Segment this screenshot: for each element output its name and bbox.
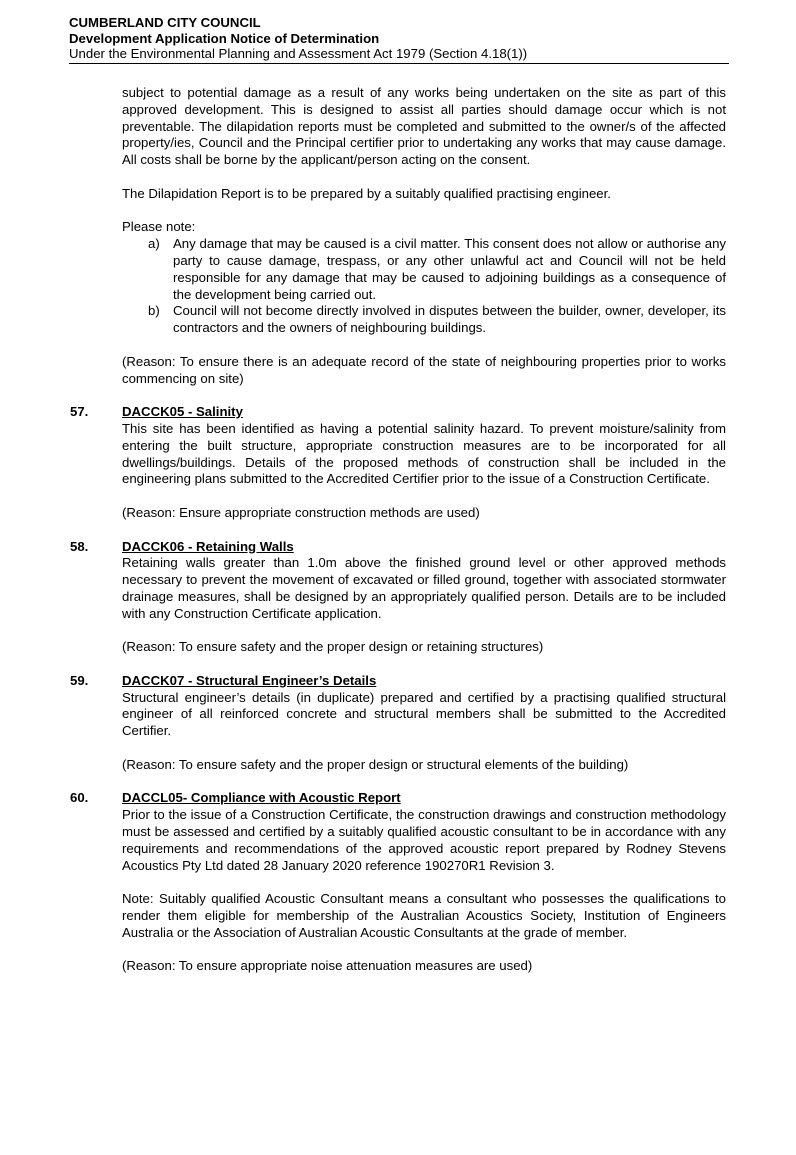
list-item-text: Council will not become directly involved in disputes between the builder, owner, developer, its contractors and the owners of neighbouring buildings. [173,303,726,336]
document-body [70,85,726,975]
page-header [69,15,729,62]
condition-number: 59. [70,672,89,688]
notes-list [122,236,726,337]
condition-title: DACCK06 - Retaining Walls [122,538,294,554]
list-marker: a) [148,236,160,252]
list-item [122,236,726,303]
condition-number: 57. [70,404,89,420]
intro-reason: (Reason: To ensure there is an adequate record of the state of neighbouring properties prior to works commencing on site) [122,353,726,386]
document-subtitle: Under the Environmental Planning and Assessment Act 1979 (Section 4.18(1)) [69,46,528,61]
condition-60 [70,790,726,975]
condition-title: DACCK05 - Salinity [122,404,243,420]
condition-text: Prior to the issue of a Construction Certificate, the construction drawings and construction methodology must be assessed and certified by a suitably qualified acoustic consultant to be in accordance with any requirements and recommendations of the approved acoustic report prepared by Rodney Stevens Acoustics Pty Ltd dated 28 January 2020 reference 190270R1 Revision 3. [122,807,726,873]
condition-text: Retaining walls greater than 1.0m above the finished ground level or other approved methods necessary to prevent the movement of excavated or filled ground, together with associated stormwater drainage measures, shall be designed by an appropriately qualified person. Details are to be included with any Construction Certificate application. [122,555,726,621]
condition-text: This site has been identified as having a potential salinity hazard. To prevent moisture/salinity from entering the built structure, appropriate construction measures are to be incorporated for all dwellings/buildings. Details of the proposed methods of construction shall be included in the engineering plans submitted to the Accredited Certifier prior to the issue of a Construction Certificate. [122,420,726,487]
list-marker: b) [148,303,160,319]
condition-number: 60. [70,790,89,806]
note-label: Please note: [122,219,196,235]
list-item [122,303,726,337]
condition-reason: (Reason: Ensure appropriate construction methods are used) [122,504,480,520]
condition-note: Note: Suitably qualified Acoustic Consultant means a consultant who possesses the qualifications to render them eligible for membership of the Australian Acoustics Society, Institution of Engineers Australia or the Association of Australian Acoustic Consultants at the grade of member. [122,891,726,940]
intro-paragraph: subject to potential damage as a result of any works being undertaken on the site as part of this approved development. This is designed to assist all parties should damage occur which is not preventable. The dilapidation reports must be completed and submitted to the owner/s of the affected property/ies, Council and the Principal certifier prior to undertaking any works that may cause damage. All costs shall be borne by the applicant/person acting on the consent. [122,85,726,168]
condition-title: DACCK07 - Structural Engineer’s Details [122,672,377,688]
condition-number: 58. [70,538,89,554]
council-name: CUMBERLAND CITY COUNCIL [69,15,261,30]
header-divider [69,63,729,64]
condition-57 [70,404,726,522]
condition-title: DACCL05- Compliance with Acoustic Report [122,790,401,806]
condition-reason: (Reason: To ensure appropriate noise attenuation measures are used) [122,958,533,974]
intro-paragraph-engineer: The Dilapidation Report is to be prepared by a suitably qualified practising engineer. [122,185,611,201]
condition-58 [70,538,726,657]
list-item-text: Any damage that may be caused is a civil matter. This consent does not allow or authorise any party to cause damage, trespass, or any other unlawful act and Council will not be held responsible for any damage that may be caused to adjoining buildings as a consequence of the development being carried out. [173,236,726,302]
condition-reason: (Reason: To ensure safety and the proper design or retaining structures) [122,639,544,655]
condition-59 [70,672,726,774]
condition-reason: (Reason: To ensure safety and the proper design or structural elements of the building) [122,756,629,772]
condition-text: Structural engineer’s details (in duplicate) prepared and certified by a practising qualified structural engineer of all reinforced concrete and structural members shall be submitted to the Accredited Certifier. [122,689,726,739]
document-title: Development Application Notice of Determination [69,30,380,46]
